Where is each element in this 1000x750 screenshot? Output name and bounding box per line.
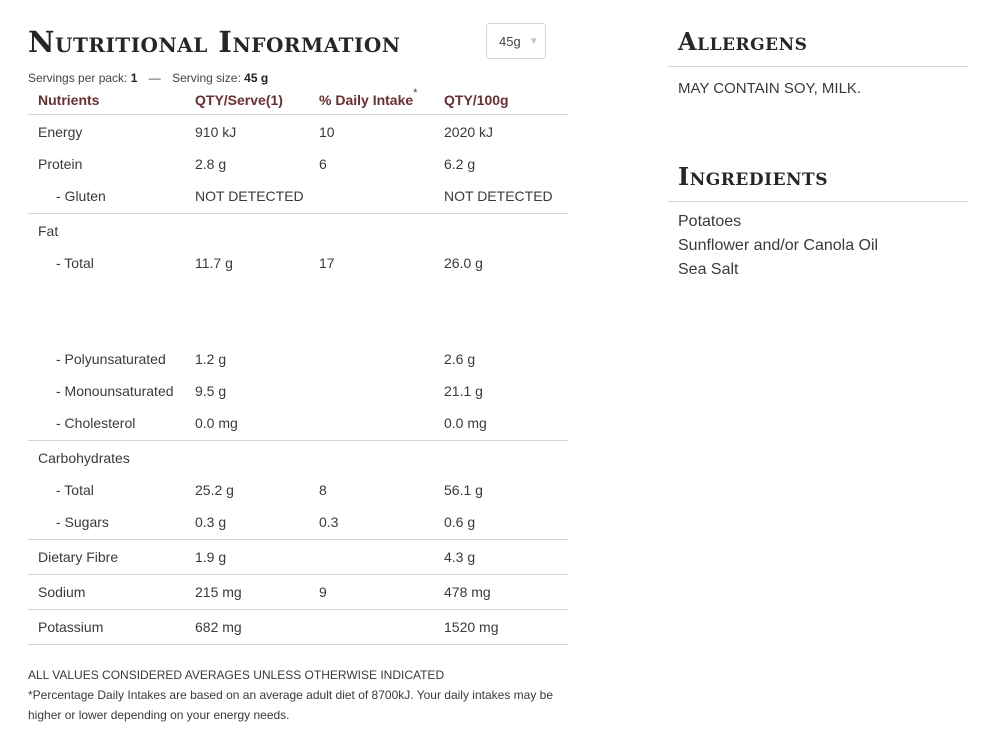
qty-serve-value: 0.0 mg: [195, 415, 238, 431]
allergens-title: Allergens: [678, 27, 808, 56]
qty-serve-value: [195, 215, 319, 247]
daily-intake-asterisk: *: [413, 87, 418, 99]
daily-intake-value: [319, 375, 444, 407]
nutrient-name: - Gluten: [56, 188, 106, 204]
nutrition-title: Nutritional Information: [28, 25, 401, 59]
servings-info: [28, 70, 568, 86]
allergens-divider: [668, 66, 968, 67]
nutrient-name: - Polyunsaturated: [56, 351, 166, 367]
qty-serve-value: 215 mg: [195, 584, 242, 600]
daily-intake-value: 9: [319, 584, 327, 600]
qty-serve-value: NOT DETECTED: [195, 188, 304, 204]
allergens-section: [668, 22, 968, 101]
daily-intake-value: [319, 541, 444, 573]
table-row: [28, 375, 568, 407]
qty-100g-value: 2.6 g: [444, 351, 476, 367]
qty-serve-value: 9.5 g: [195, 383, 227, 399]
group-carbohydrates: [28, 441, 568, 540]
nutrient-name: Fat: [38, 223, 59, 239]
qty-100g-value: 6.2 g: [444, 156, 476, 172]
qty-serve-value: 910 kJ: [195, 124, 237, 140]
ingredients-list: [668, 210, 968, 282]
qty-serve-value: [195, 442, 319, 474]
qty-100g-value: [444, 442, 568, 474]
group-sodium: [28, 575, 568, 610]
row-spacer: [28, 279, 568, 343]
table-row: [28, 442, 568, 474]
group-dietary-fibre: [28, 540, 568, 575]
table-row: [28, 576, 568, 608]
group-energy: [28, 115, 568, 214]
qty-serve-value: 11.7 g: [195, 255, 233, 271]
servings-per-pack-label: Servings per pack:: [28, 71, 128, 85]
header-qty-serve: QTY/Serve(1): [195, 92, 283, 108]
table-row: [28, 343, 568, 375]
qty-100g-value: 0.6 g: [444, 514, 476, 530]
table-row: [28, 116, 568, 148]
table-header: [28, 86, 568, 115]
servings-separator: —: [148, 71, 161, 85]
nutrient-name: - Total: [56, 255, 94, 271]
nutrient-name: Potassium: [38, 619, 104, 635]
daily-intake-value: [319, 180, 444, 212]
ingredients-section: [668, 157, 968, 282]
qty-100g-value: 26.0 g: [444, 255, 483, 271]
table-row: [28, 247, 568, 279]
nutrient-name: Dietary Fibre: [38, 549, 119, 565]
header-qty-100g: QTY/100g: [444, 92, 509, 108]
qty-100g-value: 0.0 mg: [444, 415, 487, 431]
table-row: [28, 215, 568, 247]
nutrition-footer: [28, 665, 568, 725]
qty-100g-value: NOT DETECTED: [444, 188, 553, 204]
header-daily-intake: [319, 86, 444, 114]
nutrient-name: - Sugars: [56, 514, 109, 530]
table-row: [28, 611, 568, 643]
chevron-down-icon: ▼: [528, 35, 539, 47]
nutrition-panel: [28, 22, 568, 725]
daily-intake-value: 17: [319, 255, 335, 271]
table-row: [28, 148, 568, 180]
nutrient-name: Energy: [38, 124, 83, 140]
qty-serve-value: 1.2 g: [195, 351, 227, 367]
ingredients-divider: [668, 201, 968, 202]
group-potassium: [28, 610, 568, 645]
nutrient-name: - Monounsaturated: [56, 383, 174, 399]
qty-serve-value: 1.9 g: [195, 549, 227, 565]
table-row: [28, 506, 568, 538]
daily-intake-value: [319, 442, 444, 474]
averages-note: ALL VALUES CONSIDERED AVERAGES UNLESS OTHERWISE INDICATED: [28, 668, 445, 682]
header-nutrients: Nutrients: [38, 92, 100, 108]
group-fat: [28, 214, 568, 441]
qty-serve-value: 682 mg: [195, 619, 242, 635]
nutrient-name: Sodium: [38, 584, 86, 600]
qty-100g-value: 1520 mg: [444, 619, 499, 635]
nutrient-name: Protein: [38, 156, 83, 172]
daily-intake-value: [319, 611, 444, 643]
servings-per-pack-value: 1: [130, 71, 138, 85]
daily-intake-value: 0.3: [319, 514, 339, 530]
daily-intake-value: 10: [319, 124, 335, 140]
qty-serve-value: 25.2 g: [195, 482, 234, 498]
daily-intake-footnote: *Percentage Daily Intakes are based on an average adult diet of 8700kJ. Your daily intakes may be higher or lower depending on your energy needs.: [28, 688, 554, 722]
nutrient-name: - Cholesterol: [56, 415, 136, 431]
daily-intake-value: [319, 215, 444, 247]
side-panel: [668, 22, 968, 282]
nutrient-name: Carbohydrates: [38, 450, 130, 466]
header-daily-intake-label: % Daily Intake: [319, 92, 414, 108]
table-row: [28, 474, 568, 506]
daily-intake-value: 8: [319, 482, 327, 498]
serving-size-label: Serving size:: [172, 71, 241, 85]
serving-size-select[interactable]: [486, 23, 546, 59]
list-item: Sunflower and/or Canola Oil: [678, 237, 879, 254]
qty-100g-value: [444, 215, 568, 247]
list-item: Sea Salt: [678, 261, 739, 278]
qty-100g-value: 56.1 g: [444, 482, 483, 498]
allergens-text: MAY CONTAIN SOY, MILK.: [678, 80, 862, 97]
table-row: [28, 541, 568, 573]
ingredients-title: Ingredients: [678, 162, 828, 191]
nutrient-name: - Total: [56, 482, 94, 498]
qty-100g-value: 21.1 g: [444, 383, 483, 399]
table-row: [28, 180, 568, 212]
qty-100g-value: 478 mg: [444, 584, 491, 600]
qty-100g-value: 4.3 g: [444, 549, 476, 565]
serving-size-value: 45 g: [244, 71, 269, 85]
qty-serve-value: 2.8 g: [195, 156, 227, 172]
table-row: [28, 407, 568, 439]
qty-serve-value: 0.3 g: [195, 514, 227, 530]
daily-intake-value: 6: [319, 156, 327, 172]
daily-intake-value: [319, 407, 444, 439]
qty-100g-value: 2020 kJ: [444, 124, 494, 140]
daily-intake-value: [319, 343, 444, 375]
serving-select-value: 45g: [499, 33, 521, 49]
list-item: Potatoes: [678, 213, 742, 230]
